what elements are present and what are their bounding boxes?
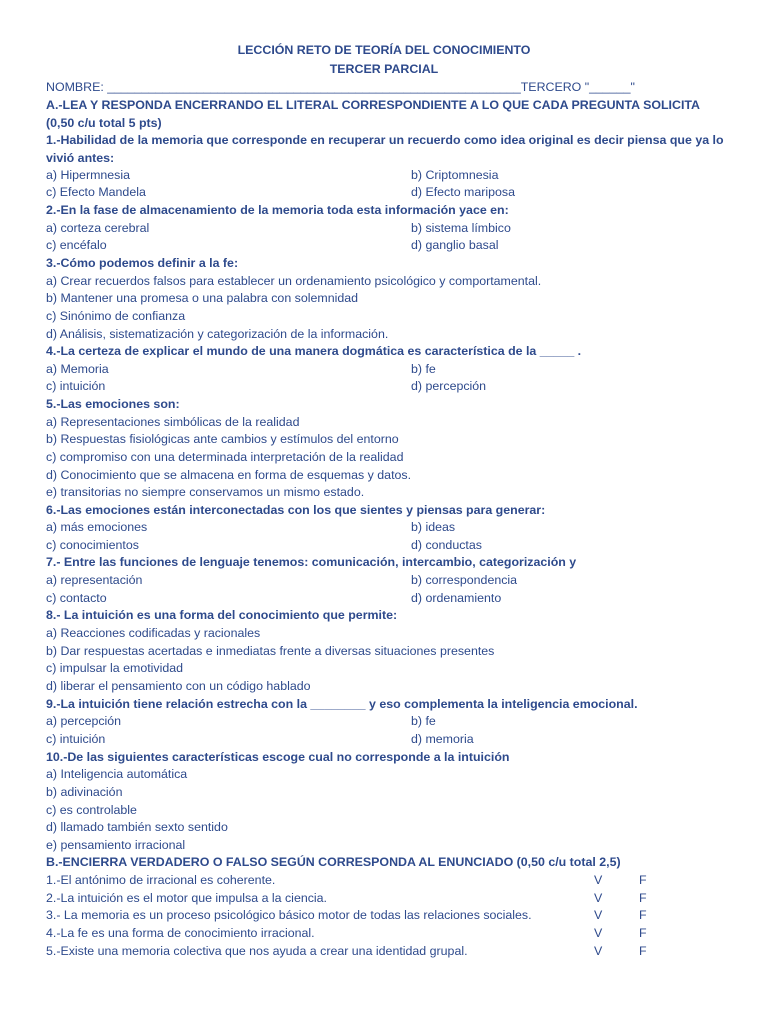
q4-option-a: a) Memoria <box>46 362 109 376</box>
q5-option-d: d) Conocimiento que se almacena en forma de esquemas y datos. <box>46 468 412 482</box>
q5-option-e: e) transitorias no siempre conservamos un mismo estado. <box>46 485 365 499</box>
q2-option-a: a) corteza cerebral <box>46 221 150 235</box>
q8-option-d: d) liberar el pensamiento con un código hablado <box>46 679 311 693</box>
tf-1-true[interactable]: V <box>594 873 603 887</box>
tf-statement-5: 5.-Existe una memoria colectiva que nos ayuda a crear una identidad grupal. <box>46 944 468 958</box>
q4-option-c: c) intuición <box>46 379 106 393</box>
q1-option-c: c) Efecto Mandela <box>46 185 146 199</box>
tf-statement-2: 2.-La intuición es el motor que impulsa a la ciencia. <box>46 891 328 905</box>
q8-option-a: a) Reacciones codificadas y racionales <box>46 626 261 640</box>
q9-option-a: a) percepción <box>46 714 122 728</box>
tf-2-true[interactable]: V <box>594 891 603 905</box>
q7-option-a: a) representación <box>46 573 143 587</box>
q10-option-d: d) llamado también sexto sentido <box>46 820 228 834</box>
q7-option-b: b) correspondencia <box>411 573 518 587</box>
q1-option-a: a) Hipermnesia <box>46 168 131 182</box>
tf-statement-1: 1.-El antónimo de irracional es coherente. <box>46 873 276 887</box>
section-b-heading: B.-ENCIERRA VERDADERO O FALSO SEGÚN CORRESPONDA AL ENUNCIADO (0,50 c/u total 2,5) <box>46 855 621 869</box>
q4-option-d: d) percepción <box>411 379 487 393</box>
tf-1-false[interactable]: F <box>639 873 647 887</box>
q10-option-a: a) Inteligencia automática <box>46 767 188 781</box>
question-3: 3.-Cómo podemos definir a la fe: <box>46 256 239 270</box>
tf-statement-4: 4.-La fe es una forma de conocimiento irracional. <box>46 926 315 940</box>
q9-option-d: d) memoria <box>411 732 474 746</box>
q9-option-b: b) fe <box>411 714 436 728</box>
exam-subtitle: TERCER PARCIAL <box>329 62 439 76</box>
tf-5-true[interactable]: V <box>594 944 603 958</box>
q3-option-d: d) Análisis, sistematización y categorización de la información. <box>46 327 389 341</box>
tf-5-false[interactable]: F <box>639 944 647 958</box>
question-2: 2.-En la fase de almacenamiento de la memoria toda esta información yace en: <box>46 203 509 217</box>
q6-option-b: b) ideas <box>411 520 456 534</box>
tf-2-false[interactable]: F <box>639 891 647 905</box>
q8-option-b: b) Dar respuestas acertadas e inmediatas frente a diversas situaciones presentes <box>46 644 495 658</box>
q1-option-d: d) Efecto mariposa <box>411 185 515 199</box>
q2-option-d: d) ganglio basal <box>411 238 499 252</box>
question-1: 1.-Habilidad de la memoria que corresponde en recuperar un recuerdo como idea original es decir piensa que ya lo vivió antes: <box>46 133 724 165</box>
tf-4-false[interactable]: F <box>639 926 647 940</box>
tf-statement-3: 3.- La memoria es un proceso psicológico básico motor de todas las relaciones sociales. <box>46 908 532 922</box>
q7-option-d: d) ordenamiento <box>411 591 502 605</box>
q5-option-c: c) compromiso con una determinada interpretación de la realidad <box>46 450 404 464</box>
tf-3-false[interactable]: F <box>639 908 647 922</box>
question-9: 9.-La intuición tiene relación estrecha con la ________ y eso complementa la inteligencia emocional. <box>46 697 638 711</box>
q3-option-c: c) Sinónimo de confianza <box>46 309 186 323</box>
question-6: 6.-Las emociones están interconectadas con los que sientes y piensas para generar: <box>46 503 546 517</box>
q3-option-b: b) Mantener una promesa o una palabra con solemnidad <box>46 291 359 305</box>
q9-option-c: c) intuición <box>46 732 106 746</box>
q2-option-c: c) encéfalo <box>46 238 107 252</box>
question-5: 5.-Las emociones son: <box>46 397 180 411</box>
q6-option-d: d) conductas <box>411 538 482 552</box>
section-a-heading: A.-LEA Y RESPONDA ENCERRANDO EL LITERAL CORRESPONDIENTE A LO QUE CADA PREGUNTA SOLICITA (0,50 c/u total 5 pts) <box>46 98 700 130</box>
tf-3-true[interactable]: V <box>594 908 603 922</box>
question-4: 4.-La certeza de explicar el mundo de una manera dogmática es característica de la _____ . <box>46 344 582 358</box>
q5-option-a: a) Representaciones simbólicas de la realidad <box>46 415 300 429</box>
question-10: 10.-De las siguientes características escoge cual no corresponde a la intuición <box>46 750 510 764</box>
question-7: 7.- Entre las funciones de lenguaje tenemos: comunicación, intercambio, categorización y <box>46 555 577 569</box>
q1-option-b: b) Criptomnesia <box>411 168 499 182</box>
q10-option-b: b) adivinación <box>46 785 123 799</box>
q10-option-c: c) es controlable <box>46 803 137 817</box>
q2-option-b: b) sistema límbico <box>411 221 511 235</box>
q6-option-c: c) conocimientos <box>46 538 139 552</box>
exam-title: LECCIÓN RETO DE TEORÍA DEL CONOCIMIENTO <box>237 43 531 57</box>
q3-option-a: a) Crear recuerdos falsos para establecer un ordenamiento psicológico y comportamental. <box>46 274 542 288</box>
question-8: 8.- La intuición es una forma del conocimiento que permite: <box>46 608 398 622</box>
tf-4-true[interactable]: V <box>594 926 603 940</box>
q5-option-b: b) Respuestas fisiológicas ante cambios y estímulos del entorno <box>46 432 399 446</box>
q6-option-a: a) más emociones <box>46 520 148 534</box>
q7-option-c: c) contacto <box>46 591 107 605</box>
q4-option-b: b) fe <box>411 362 436 376</box>
q10-option-e: e) pensamiento irracional <box>46 838 186 852</box>
q8-option-c: c) impulsar la emotividad <box>46 661 184 675</box>
name-field-line: NOMBRE: ____________________________________________________________TERCERO "______" <box>46 80 635 94</box>
